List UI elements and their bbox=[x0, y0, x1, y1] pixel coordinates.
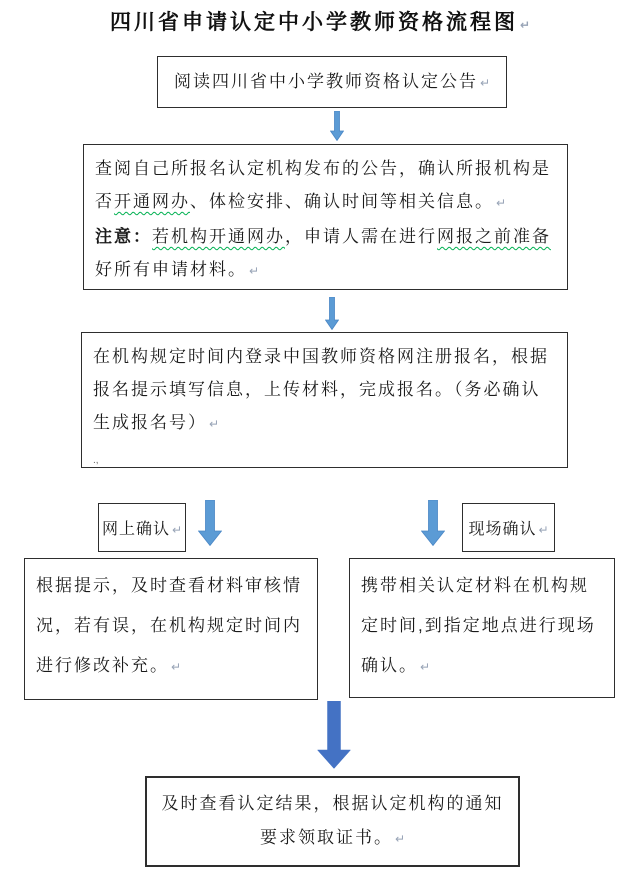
down-arrow-icon bbox=[317, 701, 351, 769]
down-arrow-icon bbox=[421, 500, 445, 546]
flow-box-read-announcement: 阅读四川省中小学教师资格认定公告 ↵ bbox=[157, 56, 507, 108]
flow-box-online-review: 根据提示，及时查看材料审核情 况，若有误，在机构规定时间内 进行修改补充。 ↵ bbox=[24, 558, 318, 700]
flow-box-register-online: 在机构规定时间内登录中国教师资格网注册报名，根据 报名提示填写信息，上传材料，完成报名。（务必确认 生成报名号） ↵ ., bbox=[81, 332, 568, 468]
down-arrow-icon bbox=[330, 111, 344, 141]
down-arrow-icon bbox=[325, 297, 339, 330]
flow-box-check-agency-notice: 查阅自己所报名认定机构发布的公告，确认所报机构是 否开通网办、体检安排、确认时间等相关信息。 ↵ 注意：若机构开通网办，申请人需在进行网报之前准备 好所有申请材料。 ↵ bbox=[83, 144, 568, 290]
branch-label-online-confirm: 网上确认 ↵ bbox=[98, 503, 186, 552]
page-title: 四川省申请认定中小学教师资格流程图 ↵ bbox=[109, 11, 531, 34]
flow-box-result-certificate: 及时查看认定结果，根据认定机构的通知 要求领取证书。 ↵ bbox=[145, 776, 520, 867]
branch-label-onsite-confirm: 现场确认 ↵ bbox=[462, 503, 555, 552]
flow-box-onsite-confirm: 携带相关认定材料在机构规 定时间,到指定地点进行现场 确认。 ↵ bbox=[349, 558, 615, 698]
down-arrow-icon bbox=[198, 500, 222, 546]
